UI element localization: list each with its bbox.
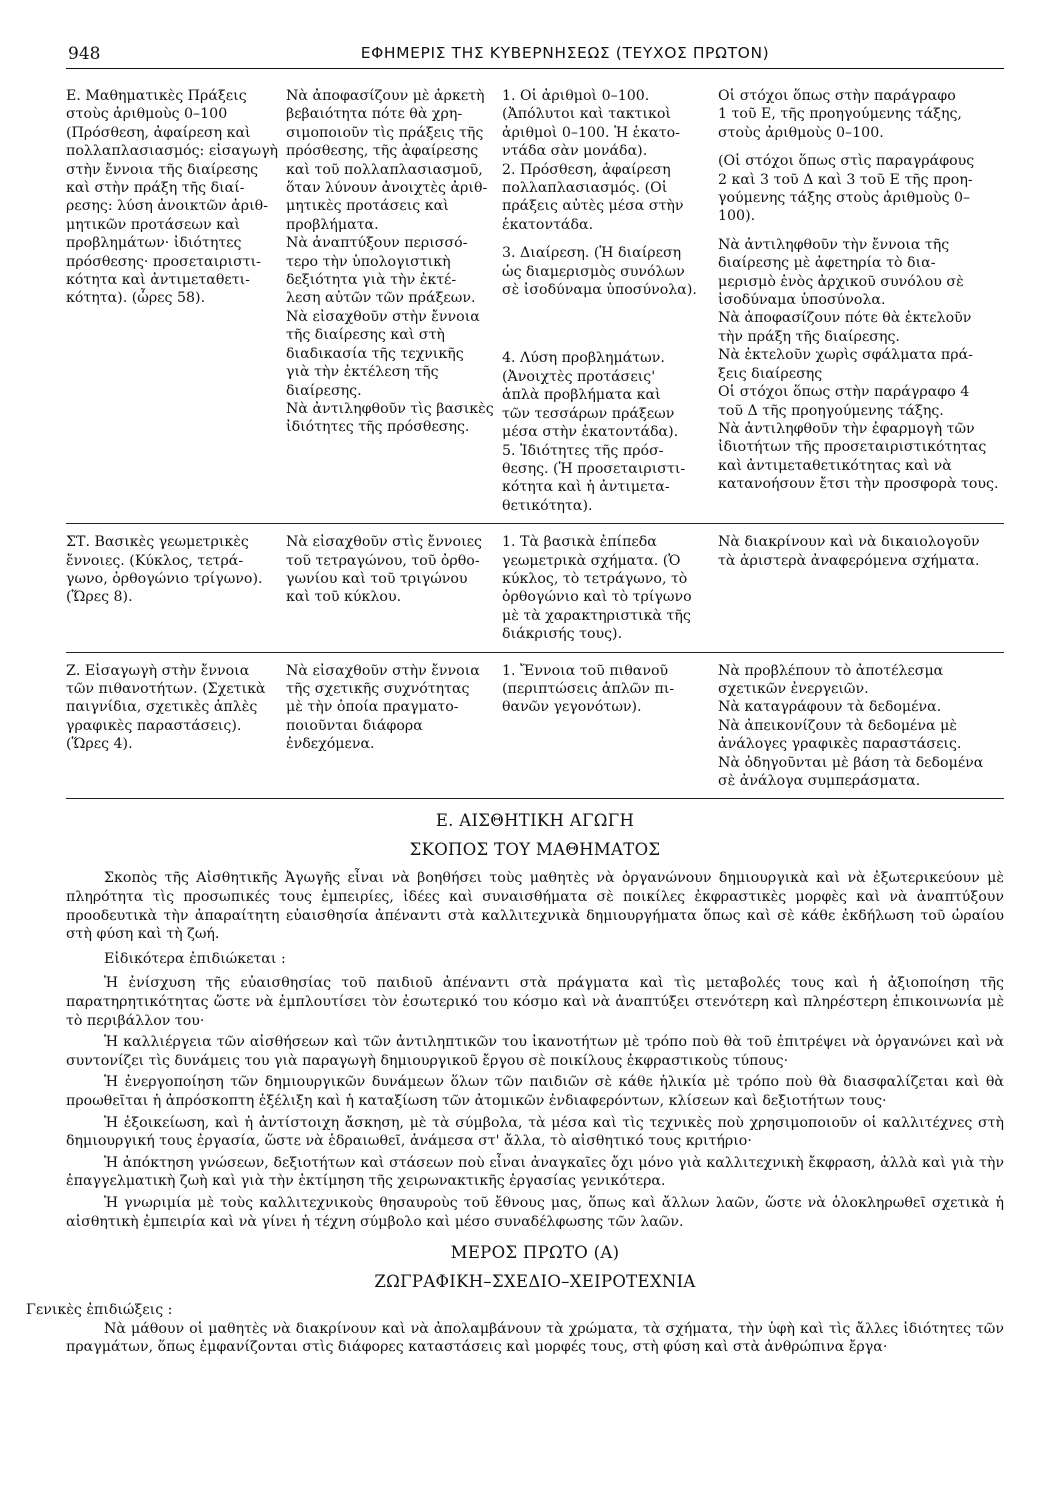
cell-line: 2 καὶ 3 τοῦ Δ καὶ 3 τοῦ Ε τῆς προη- (718, 171, 973, 188)
content-cell (502, 87, 718, 515)
cell-line: τῆς σχετικῆς συχνότητας (286, 680, 470, 697)
purpose-paragraph: Σκοπὸς τῆς Αἰσθητικῆς Ἀγωγῆς εἶναι νὰ βοηθήσει τοὺς μαθητὲς νὰ ὀργανώνουν δημιουργικὰ καὶ νὰ ἐξωτερικεύουν μὲ πληρότητα τὶς προσωπικές τους ἐμπειρίες, ἰδέες καὶ συναισθήματα σὲ ποικίλες ἐκφραστικὲς μορφὲς καὶ νὰ ἀναπτύξουν προοδευτικὰ τὴν ἀπαραίτητη εὐαισθησία ἀπέναντι στὰ καλλιτεχνικὰ δημιουργήματα ὅπως καὶ σὲ κάθε ἐκδήλωση τοῦ ὡραίου στὴ φύση καὶ τὴ ζωή. (66, 870, 1004, 943)
cell-line: Ζ. Εἰσαγωγὴ στὴν ἔννοια (66, 662, 250, 679)
cell-spacer (502, 309, 710, 319)
cell-line: θανῶν γεγονότων). (502, 699, 642, 716)
cell-line: ρεσης: λύση ἀνοικτῶν ἀριθ- (66, 198, 268, 215)
aim-paragraph: Ἡ ἀπόκτηση γνώσεων, δεξιοτήτων καὶ στάσεων ποὺ εἶναι ἀναγκαῖες ὄχι μόνο γιὰ καλλιτεχνικὴ ἔκφραση, ἀλλὰ καὶ γιὰ τὴν ἐπαγγελματικὴ ζωὴ καὶ γιὰ τὴν ἐκτίμηση τῆς χειρωνακτικῆς ἐργασίας γενικότερα. (66, 1154, 1004, 1190)
cell-line: προβλημάτων· ἰδιότητες (66, 235, 242, 252)
objectives-cell (286, 533, 502, 643)
cell-line: 3. Διαίρεση. (Ἡ διαίρεση (502, 245, 682, 262)
cell-line: θετικότητα). (502, 497, 593, 514)
cell-line: ὡς διαμερισμὸς συνόλων (502, 263, 685, 280)
objectives-cell (286, 662, 502, 791)
cell-line: (Ὥρες 8). (66, 589, 133, 606)
cell-line: δεξιότητα γιὰ τὴν ἐκτέ- (286, 272, 457, 289)
cell-line: πρόσθεσης, τῆς ἀφαίρεσης (286, 143, 479, 160)
cell-line: μέσα στὴν ἑκατοντάδα). (502, 424, 679, 441)
objectives-cell (286, 87, 502, 515)
cell-line: σὲ ἀνάλογα συμπεράσματα. (718, 773, 921, 789)
aim-paragraph: Ἡ ἐξοικείωση, καὶ ἡ ἀντίστοιχη ἄσκηση, μὲ τὰ σύμβολα, τὰ μέσα καὶ τὶς τεχνικὲς ποὺ χρησιμοποιοῦν οἱ καλλιτέχνες στὴ δημιουργική τους ἐργασία, ὥστε νὰ ἑδραιωθεῖ, ἀνάμεσα στ' ἄλλα, τὸ αἰσθητικό τους κριτήριο· (66, 1114, 1004, 1150)
gazette-page (26, 42, 1004, 1363)
cell-line: Νὰ εἰσαχθοῦν στὴν ἔννοια (286, 308, 480, 325)
cell-line: καὶ τοῦ πολλαπλασιασμοῦ, (286, 161, 483, 178)
cell-line: προβλήματα. (286, 216, 379, 233)
aim-paragraph: Ἡ ἐνεργοποίηση τῶν δημιουργικῶν δυνάμεων ὅλων τῶν παιδιῶν σὲ κάθε ἡλικία μὲ τρόπο ποὺ θὰ διασφαλίζεται καὶ θὰ προωθεῖται ἡ ἀπρόσκοπτη ἐξέλιξη καὶ ἡ καταξίωση τῶν ἀτομικῶν ἐνδιαφερόντων, κλίσεων καὶ δεξιοτήτων τους· (66, 1074, 1004, 1109)
cell-line: ποιοῦνται διάφορα (286, 717, 423, 734)
cell-line: 1. Τὰ βασικὰ ἐπίπεδα (502, 534, 657, 551)
cell-line: Νὰ ἀντιληφθοῦν τὴν ἔννοια τῆς (718, 236, 950, 253)
cell-line: ἀνάλογες γραφικὲς παραστάσεις. (718, 736, 962, 753)
cell-line: μὲ τὴν ὁποία πραγματο- (286, 699, 459, 716)
topic-cell (66, 87, 286, 515)
cell-line: 1. Ἔννοια τοῦ πιθανοῦ (502, 662, 669, 679)
cell-line: ἰσοδύναμα ὑποσύνολα. (718, 292, 886, 309)
cell-line: μερισμὸ ἑνὸς ἀρχικοῦ συνόλου σὲ (718, 273, 964, 290)
cell-line: Οἱ στόχοι ὅπως στὴν παράγραφο 4 (718, 384, 970, 401)
cell-line: Οἱ στόχοι ὅπως στὴν παράγραφο (718, 88, 956, 104)
cell-line: γιὰ τὴν ἐκτέλεση τῆς (286, 364, 439, 381)
aim-paragraph: Ἡ γνωριμία μὲ τοὺς καλλιτεχνικοὺς θησαυροὺς τοῦ ἔθνους μας, ὅπως καὶ ἄλλων λαῶν, ὥστε νὰ ὁλοκληρωθεῖ σχετικὰ ἡ αἰσθητικὴ ἐμπειρία καὶ νὰ γίνει ἡ τέχνη σύμβολο καὶ μέσο συναδέλφωσης τῶν λαῶν. (66, 1194, 1004, 1230)
cell-line: καὶ τοῦ κύκλου. (286, 589, 402, 606)
cell-line: κύκλος, τὸ τετράγωνο, τὸ (502, 570, 688, 587)
cell-line: λεση αὐτῶν τῶν πράξεων. (286, 290, 476, 307)
table-row (66, 533, 1004, 652)
cell-line: Νὰ ὁδηγοῦνται μὲ βάση τὰ δεδομένα (718, 754, 984, 771)
cell-line: κότητα καὶ ἡ ἀντιμετα- (502, 479, 670, 496)
cell-line: διαδικασία τῆς τεχνικῆς (286, 345, 464, 362)
cell-line: Νὰ ἀπεικονίζουν τὰ δεδομένα μὲ (718, 717, 957, 734)
cell-line: Νὰ διακρίνουν καὶ νὰ δικαιολογοῦν (718, 534, 980, 551)
cell-spacer (502, 299, 710, 309)
cell-line: βεβαιότητα πότε θὰ χρη- (286, 106, 463, 123)
cell-line: τοῦ Δ τῆς προηγούμενης τάξης. (718, 402, 944, 419)
cell-line: γούμενης τάξης στοὺς ἀριθμοὺς 0– (718, 190, 971, 207)
cell-line: τῆς διαίρεσης καὶ στὴ (286, 327, 445, 344)
general-aims-label: Γενικὲς ἐπιδιώξεις : (26, 1302, 173, 1319)
cell-line: στὴν ἔννοια τῆς διαίρεσης (66, 161, 259, 178)
goals-cell (718, 662, 1004, 791)
cell-line: Νὰ ἀποφασίζουν πότε θὰ ἐκτελοῦν (718, 310, 972, 327)
cell-line: διαίρεσης. (286, 382, 362, 399)
cell-line: διαίρεσης μὲ ἀφετηρία τὸ δια- (718, 255, 936, 272)
cell-line: (Ἀνοιχτὲς προτάσεις' (502, 368, 656, 385)
cell-line: τὰ ἀριστερὰ ἀναφερόμενα σχήματα. (718, 552, 980, 569)
cell-line: 1. Οἱ ἀριθμοὶ 0–100. (502, 88, 650, 104)
topic-cell (66, 533, 286, 643)
cell-line: μὲ τὰ χαρακτηριστικὰ τῆς (502, 607, 691, 624)
cell-line: κότητα καὶ ἀντιμεταθετι- (66, 272, 250, 289)
cell-spacer (502, 329, 710, 339)
page-number: 948 (68, 44, 101, 64)
cell-spacer (718, 142, 996, 152)
cell-line: ξεις διαίρεσης (718, 365, 823, 382)
cell-line: πράξεις αὐτὲς μέσα στὴν (502, 198, 684, 215)
cell-line: γωνο, ὀρθογώνιο τρίγωνο). (66, 570, 263, 587)
cell-line: τῶν τεσσάρων πράξεων (502, 405, 675, 422)
content-cell (502, 533, 718, 643)
cell-line: Νὰ εἰσαχθοῦν στὴν ἔννοια (286, 662, 480, 679)
cell-line: ὅταν λύνουν ἀνοιχτὲς ἀριθ- (286, 180, 488, 197)
cell-line: πολλαπλασιασμός. (Οἱ (502, 180, 668, 197)
section-heading: Ε. ΑΙΣΘΗΤΙΚΗ ΑΓΩΓΗ (435, 811, 635, 831)
aim-paragraph: Ἡ καλλιέργεια τῶν αἰσθήσεων καὶ τῶν ἀντιληπτικῶν του ἱκανοτήτων μὲ τρόπο ποὺ θὰ τοῦ ἐπιτρέψει νὰ ὀργανώνει καὶ νὰ συντονίζει τὶς δυνάμεις του γιὰ παραγωγὴ δημιουργικοῦ ἔργου σὲ ποικίλους ἐκφραστικοὺς τύπους· (66, 1034, 1004, 1069)
cell-line: καὶ ἀντιμεταθετικότητας καὶ νὰ (718, 457, 952, 474)
section-subheading: ΣΚΟΠΟΣ ΤΟΥ ΜΑΘΗΜΑΤΟΣ (409, 840, 661, 860)
specifically-label: Εἰδικότερα ἐπιδιώκεται : (104, 950, 286, 967)
cell-line: (περιπτώσεις ἁπλῶν πι- (502, 680, 675, 697)
cell-line: ὀρθογώνιο καὶ τὸ τρίγωνο (502, 589, 692, 606)
cell-line: ἐνδεχόμενα. (286, 736, 375, 753)
cell-line: ἰδιότητες τῆς πρόσθεσης. (286, 419, 470, 436)
cell-line: τοῦ τετραγώνου, τοῦ ὀρθο- (286, 552, 480, 569)
cell-line: Νὰ ἀναπτύξουν περισσό- (286, 235, 468, 252)
table-row (66, 87, 1004, 524)
cell-line: ἑκατοντάδα. (502, 216, 594, 233)
goals-cell (718, 533, 1004, 643)
goals-cell (718, 87, 1004, 515)
cell-line: Νὰ ἀποφασίζουν μὲ ἀρκετὴ (286, 88, 485, 104)
cell-line: 100). (718, 208, 756, 225)
curriculum-table (66, 87, 1004, 799)
cell-spacer (502, 339, 710, 349)
cell-line: 5. Ἰδιότητες τῆς πρόσ- (502, 442, 664, 459)
cell-line: Νὰ καταγράφουν τὰ δεδομένα. (718, 699, 942, 716)
cell-spacer (502, 319, 710, 329)
cell-line: μητικὲς προτάσεις καὶ (286, 198, 449, 215)
cell-line: Νὰ προβλέπουν τὸ ἀποτέλεσμα (718, 662, 944, 679)
cell-line: ἰδιοτήτων τῆς προσεταιριστικότητας (718, 439, 987, 456)
cell-line: 4. Λύση προβλημάτων. (502, 350, 665, 367)
general-aims-paragraph: Νὰ μάθουν οἱ μαθητὲς νὰ διακρίνουν καὶ νὰ ἀπολαμβάνουν τὰ χρώματα, τὰ σχήματα, τὴν ὑφὴ καὶ τὶς ἄλλες ἰδιότητες τῶν πραγμάτων, ὅπως ἐμφανίζονται στὶς διάφορες καταστάσεις καὶ μορφές τους, στὴ φύση καὶ στὰ ἀνθρώπινα ἔργα· (66, 1320, 1004, 1356)
cell-line: Νὰ ἀντιληφθοῦν τὴν ἐφαρμογὴ τῶν (718, 420, 975, 437)
cell-line: ἔννοιες. (Κύκλος, τετρά- (66, 552, 244, 569)
cell-line: (Οἱ στόχοι ὅπως στὶς παραγράφους (718, 153, 975, 170)
cell-line: τῶν πιθανοτήτων. (Σχετικὰ (66, 680, 266, 697)
cell-line: Νὰ εἰσαχθοῦν στὶς ἔννοιες (286, 534, 482, 551)
cell-line: κότητα). (ὧρες 58). (66, 290, 206, 307)
page-header (66, 42, 1004, 69)
cell-line: γεωμετρικὰ σχήματα. (Ὁ (502, 552, 681, 569)
cell-line: σχετικῶν ἐνεργειῶν. (718, 680, 869, 697)
cell-spacer (502, 234, 710, 244)
cell-line: κατανοήσουν ἔτσι τὴν προσφορὰ τους. (718, 476, 999, 493)
cell-line: διάκρισής τους). (502, 626, 623, 643)
cell-line: πολλαπλασιασμός: εἰσαγωγὴ (66, 143, 279, 160)
cell-line: ἁπλὰ προβλήματα καὶ (502, 387, 661, 404)
table-row (66, 662, 1004, 800)
cell-line: γραφικὲς παραστάσεις). (66, 717, 242, 734)
cell-line: καὶ στὴν πράξη τῆς διαί- (66, 180, 245, 197)
cell-line: σὲ ἰσοδύναμα ὑποσύνολα). (502, 282, 697, 299)
cell-line: ΣΤ. Βασικὲς γεωμετρικὲς (66, 534, 249, 551)
cell-line: τερο τὴν ὑπολογιστικὴ (286, 253, 451, 270)
cell-line: παιγνίδια, σχετικὲς ἁπλὲς (66, 699, 258, 716)
cell-line: Νὰ ἐκτελοῦν χωρὶς σφάλματα πρά- (718, 347, 973, 364)
cell-spacer (718, 226, 996, 236)
cell-line: ντάδα σὰν μονάδα). (502, 143, 648, 160)
cell-line: (Ὥρες 4). (66, 736, 133, 753)
cell-line: σιμοποιοῦν τὶς πράξεις τῆς (286, 124, 484, 141)
part-heading: ΜΕΡΟΣ ΠΡΩΤΟ (Α) (450, 1243, 620, 1263)
content-cell (502, 662, 718, 791)
topic-cell (66, 662, 286, 791)
cell-line: πρόσθεσης· προσεταιριστι- (66, 253, 261, 270)
cell-line: Νὰ ἀντιληφθοῦν τὶς βασικὲς (286, 400, 494, 417)
cell-line: τὴν πράξη τῆς διαίρεσης. (718, 328, 900, 345)
cell-line: (Πρόσθεση, ἀφαίρεση καὶ (66, 124, 251, 141)
cell-line: θεσης. (Ἡ προσεταιριστι- (502, 460, 686, 477)
cell-line: στοὺς ἀριθμοὺς 0–100. (718, 124, 884, 141)
cell-line: γωνίου καὶ τοῦ τριγώνου (286, 570, 468, 587)
cell-line: 2. Πρόσθεση, ἀφαίρεση (502, 161, 671, 178)
cell-line: ἀριθμοὶ 0–100. Ἡ ἑκατο- (502, 124, 680, 141)
aim-paragraph: Ἡ ἐνίσχυση τῆς εὐαισθησίας τοῦ παιδιοῦ ἀπέναντι στὰ πράγματα καὶ τὶς μεταβολές τους καὶ ἡ ἀξιοποίηση τῆς παρατηρητικότητας ὥστε νὰ ἐμπλουτίσει τὸν ἐσωτερικό του κόσμο καὶ νὰ ἀναπτύξει στενότερη καὶ πληρέστερη ἐπικοινωνία μὲ τὸ περιβάλλον του· (66, 975, 1004, 1029)
gazette-title: ΕΦΗΜΕΡΙΣ ΤΗΣ ΚΥΒΕΡΝΗΣΕΩΣ (ΤΕΥΧΟΣ ΠΡΩΤΟΝ) (360, 44, 770, 62)
cell-line: Ε. Μαθηματικὲς Πράξεις (66, 88, 247, 104)
part-subheading: ΖΩΓΡΑΦΙΚΗ–ΣΧΕΔΙΟ–ΧΕΙΡΟΤΕΧΝΙΑ (374, 1272, 696, 1292)
cell-line: (Ἀπόλυτοι καὶ τακτικοὶ (502, 106, 671, 123)
cell-line: 1 τοῦ Ε, τῆς προηγούμενης τάξης, (718, 106, 962, 123)
cell-line: μητικῶν προτάσεων καὶ (66, 216, 241, 233)
cell-line: στοὺς ἀριθμοὺς 0–100 (66, 106, 228, 123)
